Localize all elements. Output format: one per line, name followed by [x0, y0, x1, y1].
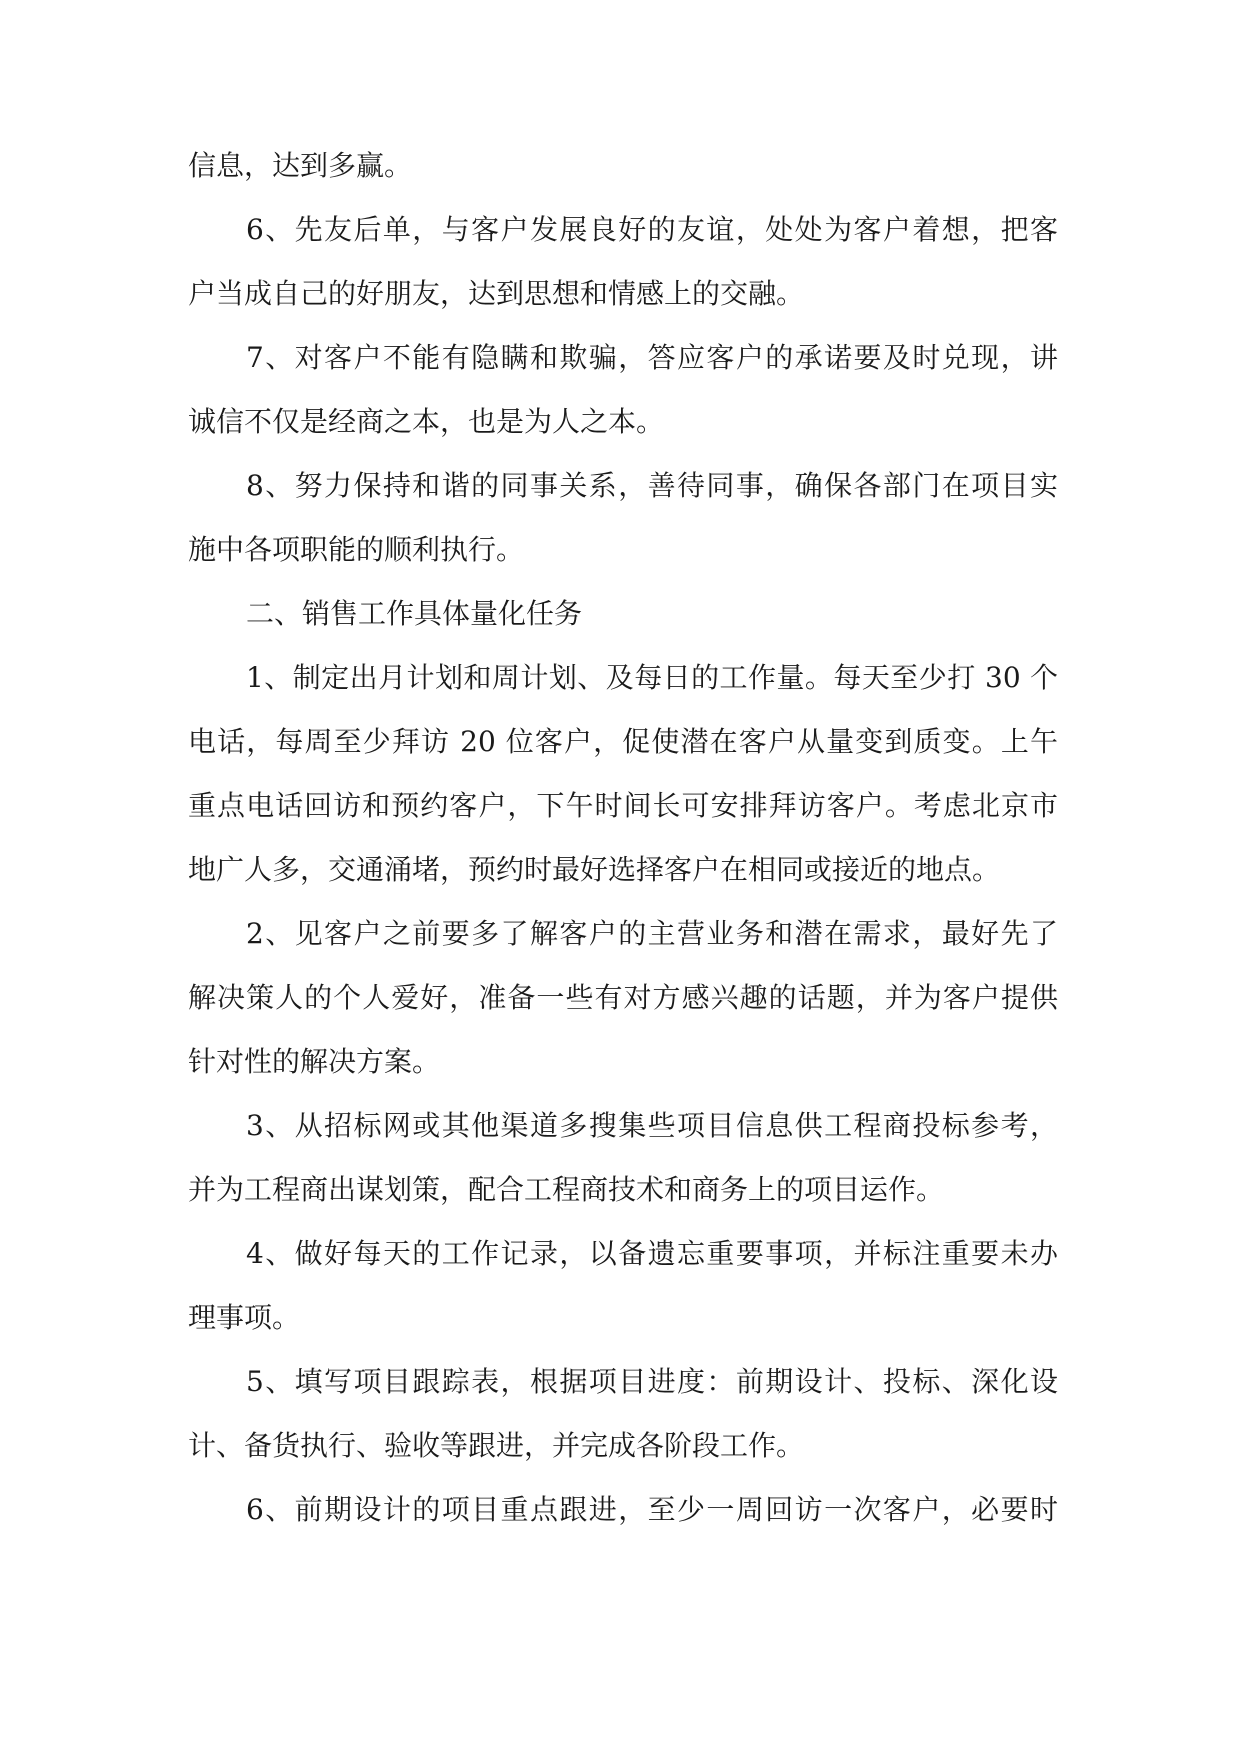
text-line: 并为工程商出谋划策，配合工程商技术和商务上的项目运作。 [188, 1173, 945, 1206]
text-line: 6、前期设计的项目重点跟进，至少一周回访一次客户，必要时 [246, 1493, 1058, 1526]
text-line: 7、对客户不能有隐瞒和欺骗，答应客户的承诺要及时兑现，讲 [246, 341, 1058, 374]
text-line: 5、填写项目跟踪表，根据项目进度：前期设计、投标、深化设 [246, 1365, 1058, 1398]
text-line: 针对性的解决方案。 [188, 1045, 441, 1078]
text-line: 电话，每周至少拜访 20 位客户，促使潜在客户从量变到质变。上午 [188, 725, 1058, 758]
text-line: 重点电话回访和预约客户，下午时间长可安排拜访客户。考虑北京市 [188, 789, 1058, 822]
text-line: 诚信不仅是经商之本，也是为人之本。 [188, 405, 665, 438]
text-line: 施中各项职能的顺利执行。 [188, 533, 525, 566]
text-line: 8、努力保持和谐的同事关系，善待同事，确保各部门在项目实 [246, 469, 1058, 502]
text-line: 地广人多，交通涌堵，预约时最好选择客户在相同或接近的地点。 [188, 853, 1001, 886]
text-line: 信息，达到多赢。 [188, 149, 413, 182]
text-line: 4、做好每天的工作记录，以备遗忘重要事项，并标注重要未办 [246, 1237, 1058, 1270]
section-heading: 二、销售工作具体量化任务 [246, 597, 583, 630]
text-line: 理事项。 [188, 1301, 301, 1334]
text-line: 2、见客户之前要多了解客户的主营业务和潜在需求，最好先了 [246, 917, 1058, 950]
text-line: 1、制定出月计划和周计划、及每日的工作量。每天至少打 30 个 [246, 661, 1058, 694]
text-line: 户当成自己的好朋友，达到思想和情感上的交融。 [188, 277, 805, 310]
text-line: 6、先友后单，与客户发展良好的友谊，处处为客户着想，把客 [246, 213, 1058, 246]
text-line: 解决策人的个人爱好，准备一些有对方感兴趣的话题，并为客户提供 [188, 981, 1058, 1014]
text-line: 3、从招标网或其他渠道多搜集些项目信息供工程商投标参考， [246, 1109, 1058, 1142]
text-line: 计、备货执行、验收等跟进，并完成各阶段工作。 [188, 1429, 805, 1462]
